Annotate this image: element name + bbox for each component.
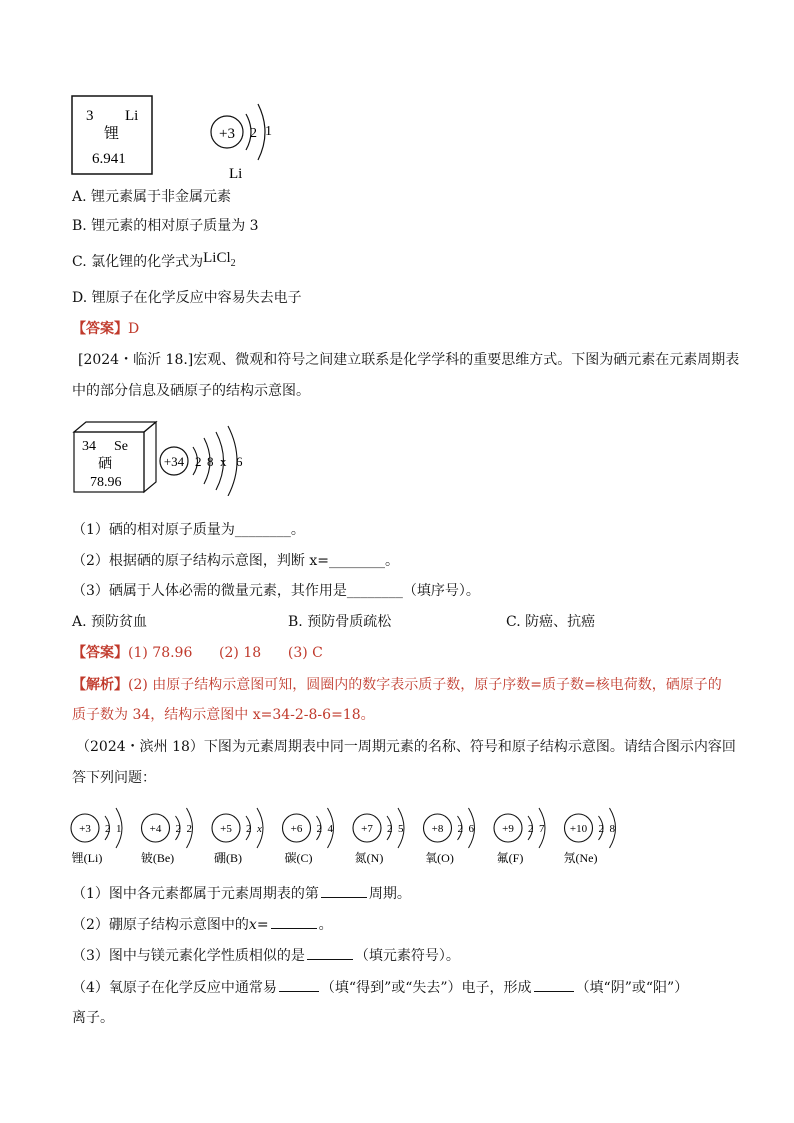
answer-blank[interactable] xyxy=(279,977,319,992)
q3-sub1 xyxy=(72,883,411,904)
option-a: A. 锂元素属于非金属元素 xyxy=(72,189,232,205)
q2-stem-line1: [2024・临沂 18.]宏观、微观和符号之间建立联系是化学学科的重要思维方式。下图为硒元素在元素周期表 xyxy=(78,352,740,368)
se-card-side xyxy=(144,422,156,492)
shell-electron-count: 5 xyxy=(398,823,404,835)
li-shell-1: 2 xyxy=(250,126,257,141)
nucleus-charge: +10 xyxy=(569,823,588,835)
formula-base: LiCl xyxy=(203,250,231,266)
se-mass: 78.96 xyxy=(90,475,122,490)
q2-sub3: （3）硒属于人体必需的微量元素，其作用是________（填序号）。 xyxy=(72,583,480,599)
option-c xyxy=(72,252,236,278)
q2-sub2: （2）根据硒的原子结构示意图，判断 x=________。 xyxy=(72,553,399,569)
shell-electron-count: 2 xyxy=(186,823,192,835)
q3-sub2-text: （2）硼原子结构示意图中的 xyxy=(72,917,249,933)
nucleus-charge: +7 xyxy=(361,823,373,835)
shell-electron-count: 2 xyxy=(175,823,181,835)
li-shell-2: 1 xyxy=(265,124,272,139)
se-shell-2: 8 xyxy=(207,454,214,469)
li-symbol: Li xyxy=(125,108,139,124)
atom-label: 氖(Ne) xyxy=(563,851,598,865)
shell-electron-count: 2 xyxy=(105,823,111,835)
shell-electron-count: 2 xyxy=(528,823,534,835)
equals-sign: = xyxy=(256,917,269,933)
se-shell-4: 6 xyxy=(236,454,243,469)
se-shell-3: x xyxy=(220,454,227,469)
se-card-top xyxy=(74,422,156,432)
answer-tag: 【答案】 xyxy=(72,645,128,661)
atom-diagram xyxy=(353,808,404,865)
nucleus-charge: +4 xyxy=(149,823,162,835)
se-shell-1: 2 xyxy=(195,454,202,469)
answer-blank[interactable] xyxy=(321,883,367,898)
atom-label: 碳(C) xyxy=(284,851,313,865)
atom-label: 铍(Be) xyxy=(140,851,175,865)
analysis-tag: 【解析】 xyxy=(72,677,128,693)
li-nucleus-charge: +3 xyxy=(219,126,235,142)
li-shell-arc xyxy=(258,104,265,160)
q2-analysis-line1 xyxy=(72,675,722,695)
q3-sub3 xyxy=(72,945,460,966)
atom-label: 氮(N) xyxy=(354,851,384,865)
li-atom-label: Li xyxy=(229,166,243,182)
atom-diagram xyxy=(564,808,616,865)
atom-diagram xyxy=(283,808,334,865)
q2-sub1: （1）硒的相对原子质量为________。 xyxy=(72,522,305,538)
q2-option-c: C. 防癌、抗癌 xyxy=(506,614,596,630)
option-c-text: C. 氯化锂的化学式为 xyxy=(72,254,204,270)
shell-electron-count: 8 xyxy=(609,823,615,835)
answer-value: D xyxy=(128,321,140,337)
se-symbol: Se xyxy=(114,439,128,454)
answer-value: (1) 78.96 (2) 18 (3) C xyxy=(128,645,323,661)
variable-x: x xyxy=(248,917,257,933)
q3-sub4-tail: （填“阴”或“阳”） xyxy=(575,980,689,996)
q2-stem-line2: 中的部分信息及硒原子的结构示意图。 xyxy=(72,383,310,399)
atom-label: 氧(O) xyxy=(425,851,454,865)
atom-diagram xyxy=(71,808,122,865)
q2-analysis-line2: 质子数为 34，结构示意图中 x=34-2-8-6=18。 xyxy=(72,707,375,723)
shell-electron-count: x xyxy=(257,823,262,835)
atom-label: 锂(Li) xyxy=(71,851,103,865)
formula-subscript: 2 xyxy=(230,258,236,269)
q3-sub4-text: （4）氧原子在化学反应中通常易 xyxy=(72,980,277,996)
atom-diagram xyxy=(212,808,263,865)
shell-electron-count: 2 xyxy=(316,823,322,835)
shell-electron-count: 7 xyxy=(539,823,545,835)
li-figure xyxy=(70,94,300,186)
se-nucleus-charge: +34 xyxy=(163,454,185,469)
q2-option-a: A. 预防贫血 xyxy=(72,614,148,630)
shell-electron-count: 2 xyxy=(387,823,393,835)
atom-label: 氟(F) xyxy=(496,851,524,865)
q3-stem-line1: （2024・滨州 18）下图为元素周期表中同一周期元素的名称、符号和原子结构示意图。请结合图示内容回 xyxy=(76,739,736,755)
q3-sub1-text: （1）图中各元素都属于元素周期表的第 xyxy=(72,886,319,902)
nucleus-charge: +6 xyxy=(290,823,303,835)
atom-diagram xyxy=(424,808,475,865)
q3-sub4 xyxy=(72,977,688,998)
li-atomic-number: 3 xyxy=(86,108,94,124)
q3-sub2-tail: 。 xyxy=(318,917,333,933)
analysis-text: (2) 由原子结构示意图可知，圆圈内的数字表示质子数，原子序数=质子数=核电荷数，硒原子的 xyxy=(128,677,722,693)
q2-answer xyxy=(72,643,323,663)
answer-blank[interactable] xyxy=(271,914,317,929)
se-name: 硒 xyxy=(98,457,112,472)
shell-electron-count: 2 xyxy=(246,823,252,835)
q3-sub2 xyxy=(72,914,333,935)
option-b: B. 锂元素的相对原子质量为 3 xyxy=(72,218,259,234)
q3-sub3-tail: （填元素符号）。 xyxy=(354,948,460,964)
answer-blank[interactable] xyxy=(534,977,574,992)
nucleus-charge: +9 xyxy=(502,823,514,835)
q1-answer xyxy=(72,319,139,339)
atom-diagram xyxy=(494,808,545,865)
option-d: D. 锂原子在化学反应中容易失去电子 xyxy=(72,290,302,306)
answer-blank[interactable] xyxy=(307,945,353,960)
nucleus-charge: +5 xyxy=(220,823,232,835)
atom-label: 硼(B) xyxy=(214,851,242,865)
nucleus-charge: +3 xyxy=(79,823,91,835)
q3-stem-line2: 答下列问题： xyxy=(72,770,156,786)
q3-sub3-text: （3）图中与镁元素化学性质相似的是 xyxy=(72,948,305,964)
shell-electron-count: 1 xyxy=(116,823,122,835)
shell-electron-count: 6 xyxy=(468,823,474,835)
se-figure xyxy=(70,420,270,496)
q3-sub4-line2: 离子。 xyxy=(72,1010,114,1026)
li-mass: 6.941 xyxy=(92,151,126,167)
q3-sub4-middle: （填“得到”或“失去”）电子，形成 xyxy=(320,980,532,996)
nucleus-charge: +8 xyxy=(431,823,444,835)
atom-diagram xyxy=(141,808,193,865)
shell-electron-count: 2 xyxy=(598,823,604,835)
q2-option-b: B. 预防骨质疏松 xyxy=(288,614,392,630)
se-atomic-number: 34 xyxy=(82,439,96,454)
li-name: 锂 xyxy=(104,126,120,142)
shell-electron-count: 4 xyxy=(327,823,333,835)
licl2-formula xyxy=(203,250,236,269)
shell-electron-count: 2 xyxy=(457,823,463,835)
answer-tag: 【答案】 xyxy=(72,321,128,337)
q3-sub1-tail: 周期。 xyxy=(368,886,411,902)
period2-atoms xyxy=(66,796,646,868)
